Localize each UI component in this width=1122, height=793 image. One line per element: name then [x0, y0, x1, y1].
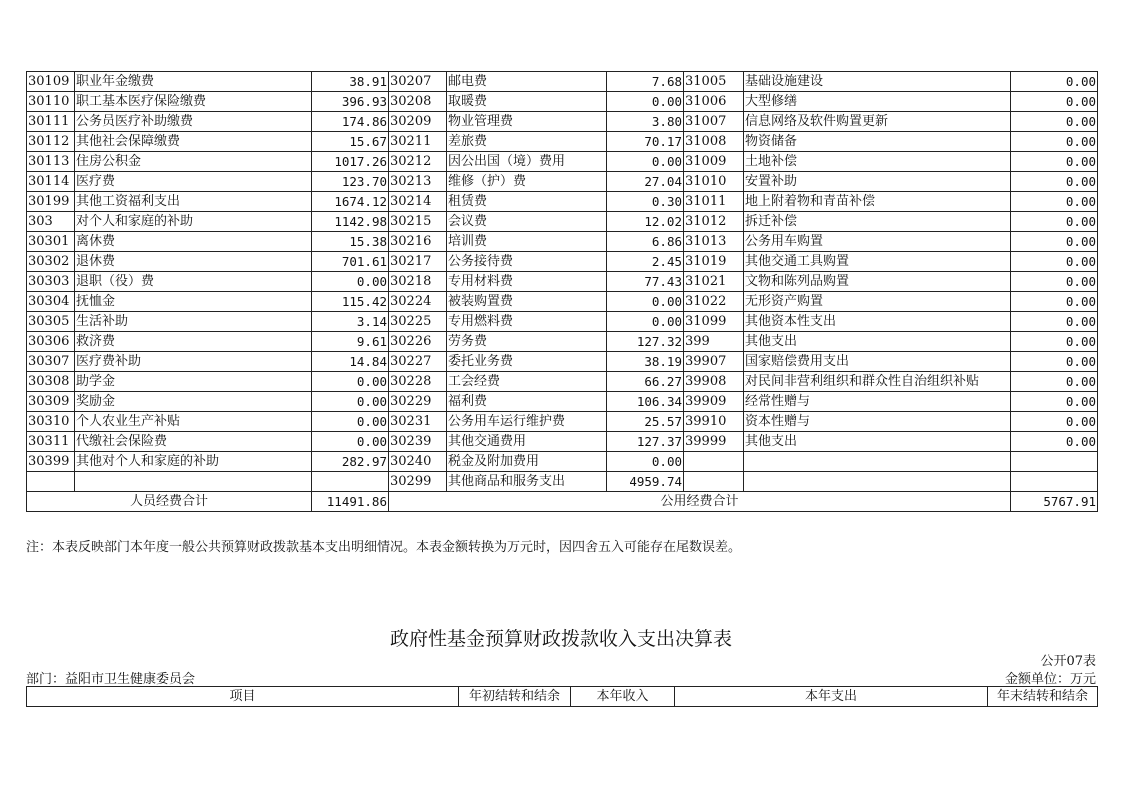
item-name-3: 其他资本性支出	[744, 312, 1011, 332]
item-name-3: 资本性赠与	[744, 412, 1011, 432]
amount-3	[1011, 472, 1098, 492]
amount-2: 25.57	[607, 412, 684, 432]
code-3: 31099	[684, 312, 744, 332]
table-row	[27, 452, 1098, 472]
item-name-2: 物业管理费	[447, 112, 607, 132]
header-closing-balance: 年末结转和结余	[988, 687, 1098, 707]
amount-3: 0.00	[1011, 432, 1098, 452]
code-2: 30239	[389, 432, 447, 452]
amount-2: 70.17	[607, 132, 684, 152]
amount-1: 701.61	[312, 252, 389, 272]
table-row	[27, 292, 1098, 312]
code-3: 31021	[684, 272, 744, 292]
item-name-2: 差旅费	[447, 132, 607, 152]
item-name-1: 救济费	[75, 332, 312, 352]
table-row	[27, 232, 1098, 252]
table-note: 注：本表反映部门本年度一般公共预算财政拨款基本支出明细情况。本表金额转换为万元时，因四舍五入可能存在尾数误差。	[26, 540, 742, 555]
amount-2: 3.80	[607, 112, 684, 132]
amount-2: 66.27	[607, 372, 684, 392]
code-3	[684, 472, 744, 492]
code-1: 30109	[27, 72, 75, 92]
amount-3	[1011, 452, 1098, 472]
item-name-1: 退职（役）费	[75, 272, 312, 292]
code-3: 39910	[684, 412, 744, 432]
code-1: 30311	[27, 432, 75, 452]
amount-2: 27.04	[607, 172, 684, 192]
code-3: 31022	[684, 292, 744, 312]
item-name-1: 职工基本医疗保险缴费	[75, 92, 312, 112]
code-2: 30228	[389, 372, 447, 392]
amount-3: 0.00	[1011, 332, 1098, 352]
amount-3: 0.00	[1011, 152, 1098, 172]
code-1: 30310	[27, 412, 75, 432]
item-name-2: 被装购置费	[447, 292, 607, 312]
item-name-1: 医疗费补助	[75, 352, 312, 372]
item-name-2: 其他商品和服务支出	[447, 472, 607, 492]
amount-1: 9.61	[312, 332, 389, 352]
code-1: 30199	[27, 192, 75, 212]
item-name-2: 邮电费	[447, 72, 607, 92]
code-2: 30218	[389, 272, 447, 292]
item-name-3: 其他支出	[744, 432, 1011, 452]
code-1: 30112	[27, 132, 75, 152]
code-2: 30299	[389, 472, 447, 492]
item-name-3: 经常性赠与	[744, 392, 1011, 412]
code-1: 30305	[27, 312, 75, 332]
code-1: 30304	[27, 292, 75, 312]
item-name-2: 取暖费	[447, 92, 607, 112]
code-1: 30306	[27, 332, 75, 352]
code-2: 30212	[389, 152, 447, 172]
fund-table-header	[26, 686, 1098, 707]
table-row	[27, 372, 1098, 392]
public-total-value: 5767.91	[1011, 492, 1098, 512]
item-name-2: 公务接待费	[447, 252, 607, 272]
amount-1: 3.14	[312, 312, 389, 332]
code-1: 30307	[27, 352, 75, 372]
amount-2: 77.43	[607, 272, 684, 292]
amount-2: 38.19	[607, 352, 684, 372]
amount-2: 0.00	[607, 312, 684, 332]
amount-2: 0.00	[607, 152, 684, 172]
amount-unit-label: 金额单位：万元	[1004, 672, 1096, 687]
code-3: 39999	[684, 432, 744, 452]
item-name-2: 税金及附加费用	[447, 452, 607, 472]
code-3: 31013	[684, 232, 744, 252]
amount-3: 0.00	[1011, 392, 1098, 412]
table-row	[27, 432, 1098, 452]
item-name-2: 培训费	[447, 232, 607, 252]
amount-3: 0.00	[1011, 112, 1098, 132]
item-name-1: 奖励金	[75, 392, 312, 412]
amount-3: 0.00	[1011, 192, 1098, 212]
code-1	[27, 472, 75, 492]
item-name-3: 安置补助	[744, 172, 1011, 192]
code-3: 31006	[684, 92, 744, 112]
code-2: 30224	[389, 292, 447, 312]
item-name-1: 个人农业生产补贴	[75, 412, 312, 432]
code-1: 30308	[27, 372, 75, 392]
amount-1: 0.00	[312, 272, 389, 292]
amount-1: 0.00	[312, 372, 389, 392]
amount-3: 0.00	[1011, 172, 1098, 192]
item-name-2: 其他交通费用	[447, 432, 607, 452]
table-row	[27, 212, 1098, 232]
code-2: 30214	[389, 192, 447, 212]
table-row	[27, 352, 1098, 372]
code-3: 31019	[684, 252, 744, 272]
code-1: 30399	[27, 452, 75, 472]
amount-3: 0.00	[1011, 272, 1098, 292]
item-name-1: 职业年金缴费	[75, 72, 312, 92]
amount-3: 0.00	[1011, 72, 1098, 92]
item-name-1: 其他社会保障缴费	[75, 132, 312, 152]
code-2: 30208	[389, 92, 447, 112]
amount-1: 123.70	[312, 172, 389, 192]
item-name-3: 拆迁补偿	[744, 212, 1011, 232]
item-name-3: 土地补偿	[744, 152, 1011, 172]
code-2: 30240	[389, 452, 447, 472]
table-row	[27, 152, 1098, 172]
code-2: 30216	[389, 232, 447, 252]
item-name-1: 退休费	[75, 252, 312, 272]
amount-2: 0.00	[607, 92, 684, 112]
item-name-2: 专用燃料费	[447, 312, 607, 332]
item-name-2: 因公出国（境）费用	[447, 152, 607, 172]
table-row	[27, 272, 1098, 292]
item-name-1: 医疗费	[75, 172, 312, 192]
code-3: 31007	[684, 112, 744, 132]
amount-1: 174.86	[312, 112, 389, 132]
item-name-1: 其他对个人和家庭的补助	[75, 452, 312, 472]
amount-1: 15.38	[312, 232, 389, 252]
fund-table-id: 公开07表	[1040, 654, 1096, 669]
item-name-3: 文物和陈列品购置	[744, 272, 1011, 292]
code-3: 39907	[684, 352, 744, 372]
amount-2: 2.45	[607, 252, 684, 272]
amount-2: 6.86	[607, 232, 684, 252]
item-name-2: 劳务费	[447, 332, 607, 352]
code-3: 31008	[684, 132, 744, 152]
item-name-2: 专用材料费	[447, 272, 607, 292]
item-name-2: 福利费	[447, 392, 607, 412]
table-row	[27, 392, 1098, 412]
code-2: 30209	[389, 112, 447, 132]
table-row	[27, 192, 1098, 212]
amount-2: 7.68	[607, 72, 684, 92]
code-3: 399	[684, 332, 744, 352]
amount-2: 106.34	[607, 392, 684, 412]
amount-2: 0.30	[607, 192, 684, 212]
item-name-2: 维修（护）费	[447, 172, 607, 192]
item-name-3	[744, 472, 1011, 492]
code-1: 30110	[27, 92, 75, 112]
item-name-1: 代缴社会保险费	[75, 432, 312, 452]
item-name-2: 会议费	[447, 212, 607, 232]
code-3: 31009	[684, 152, 744, 172]
code-2: 30211	[389, 132, 447, 152]
amount-3: 0.00	[1011, 352, 1098, 372]
code-3: 31005	[684, 72, 744, 92]
item-name-1: 其他工资福利支出	[75, 192, 312, 212]
item-name-2: 委托业务费	[447, 352, 607, 372]
public-total-label: 公用经费合计	[389, 492, 1011, 512]
amount-3: 0.00	[1011, 292, 1098, 312]
item-name-1: 离休费	[75, 232, 312, 252]
amount-1: 1142.98	[312, 212, 389, 232]
code-2: 30229	[389, 392, 447, 412]
amount-3: 0.00	[1011, 312, 1098, 332]
header-opening-balance: 年初结转和结余	[459, 687, 571, 707]
amount-1: 14.84	[312, 352, 389, 372]
amount-1: 0.00	[312, 432, 389, 452]
amount-1: 15.67	[312, 132, 389, 152]
code-1: 30303	[27, 272, 75, 292]
amount-2: 0.00	[607, 452, 684, 472]
code-2: 30207	[389, 72, 447, 92]
code-1: 303	[27, 212, 75, 232]
fund-table-title: 政府性基金预算财政拨款收入支出决算表	[389, 628, 732, 650]
amount-2: 12.02	[607, 212, 684, 232]
header-current-income: 本年收入	[571, 687, 675, 707]
table-row	[27, 332, 1098, 352]
amount-1	[312, 472, 389, 492]
amount-3: 0.00	[1011, 212, 1098, 232]
item-name-3: 无形资产购置	[744, 292, 1011, 312]
amount-1: 1674.12	[312, 192, 389, 212]
code-3: 31011	[684, 192, 744, 212]
amount-1: 115.42	[312, 292, 389, 312]
item-name-3: 国家赔偿费用支出	[744, 352, 1011, 372]
item-name-3: 公务用车购置	[744, 232, 1011, 252]
item-name-3: 其他交通工具购置	[744, 252, 1011, 272]
code-3: 39909	[684, 392, 744, 412]
amount-3: 0.00	[1011, 372, 1098, 392]
code-1: 30111	[27, 112, 75, 132]
code-2: 30225	[389, 312, 447, 332]
code-1: 30114	[27, 172, 75, 192]
code-1: 30113	[27, 152, 75, 172]
table-row	[27, 312, 1098, 332]
code-3: 39908	[684, 372, 744, 392]
item-name-3	[744, 452, 1011, 472]
code-3: 31010	[684, 172, 744, 192]
amount-3: 0.00	[1011, 412, 1098, 432]
amount-2: 0.00	[607, 292, 684, 312]
amount-1: 1017.26	[312, 152, 389, 172]
item-name-3: 其他支出	[744, 332, 1011, 352]
amount-2: 127.32	[607, 332, 684, 352]
fund-header-row	[27, 687, 1098, 707]
amount-3: 0.00	[1011, 132, 1098, 152]
table-row	[27, 472, 1098, 492]
item-name-3: 基础设施建设	[744, 72, 1011, 92]
table-row	[27, 92, 1098, 112]
department-label: 部门：益阳市卫生健康委员会	[26, 672, 196, 687]
item-name-1: 生活补助	[75, 312, 312, 332]
code-1: 30301	[27, 232, 75, 252]
code-2: 30215	[389, 212, 447, 232]
personnel-total-value: 11491.86	[312, 492, 389, 512]
totals-row	[27, 492, 1098, 512]
table-row	[27, 172, 1098, 192]
item-name-1: 对个人和家庭的补助	[75, 212, 312, 232]
item-name-2: 公务用车运行维护费	[447, 412, 607, 432]
code-1: 30302	[27, 252, 75, 272]
item-name-3: 信息网络及软件购置更新	[744, 112, 1011, 132]
item-name-3: 物资储备	[744, 132, 1011, 152]
table-row	[27, 252, 1098, 272]
amount-2: 127.37	[607, 432, 684, 452]
amount-3: 0.00	[1011, 232, 1098, 252]
code-2: 30213	[389, 172, 447, 192]
code-2: 30227	[389, 352, 447, 372]
header-item: 项目	[27, 687, 459, 707]
item-name-2: 租赁费	[447, 192, 607, 212]
amount-1: 0.00	[312, 392, 389, 412]
item-name-3: 地上附着物和青苗补偿	[744, 192, 1011, 212]
item-name-3: 大型修缮	[744, 92, 1011, 112]
item-name-1: 住房公积金	[75, 152, 312, 172]
table-row	[27, 112, 1098, 132]
code-3	[684, 452, 744, 472]
item-name-1: 抚恤金	[75, 292, 312, 312]
personnel-total-label: 人员经费合计	[27, 492, 312, 512]
code-2: 30231	[389, 412, 447, 432]
item-name-2: 工会经费	[447, 372, 607, 392]
item-name-1: 公务员医疗补助缴费	[75, 112, 312, 132]
amount-2: 4959.74	[607, 472, 684, 492]
amount-1: 396.93	[312, 92, 389, 112]
code-1: 30309	[27, 392, 75, 412]
header-current-expenditure: 本年支出	[675, 687, 988, 707]
table-row	[27, 132, 1098, 152]
amount-3: 0.00	[1011, 92, 1098, 112]
code-2: 30217	[389, 252, 447, 272]
amount-1: 38.91	[312, 72, 389, 92]
table-row	[27, 412, 1098, 432]
code-2: 30226	[389, 332, 447, 352]
amount-1: 0.00	[312, 412, 389, 432]
amount-3: 0.00	[1011, 252, 1098, 272]
amount-1: 282.97	[312, 452, 389, 472]
item-name-1: 助学金	[75, 372, 312, 392]
basic-expenditure-detail-table	[26, 71, 1098, 512]
code-3: 31012	[684, 212, 744, 232]
item-name-1	[75, 472, 312, 492]
table-row	[27, 72, 1098, 92]
item-name-3: 对民间非营利组织和群众性自治组织补贴	[744, 372, 1011, 392]
